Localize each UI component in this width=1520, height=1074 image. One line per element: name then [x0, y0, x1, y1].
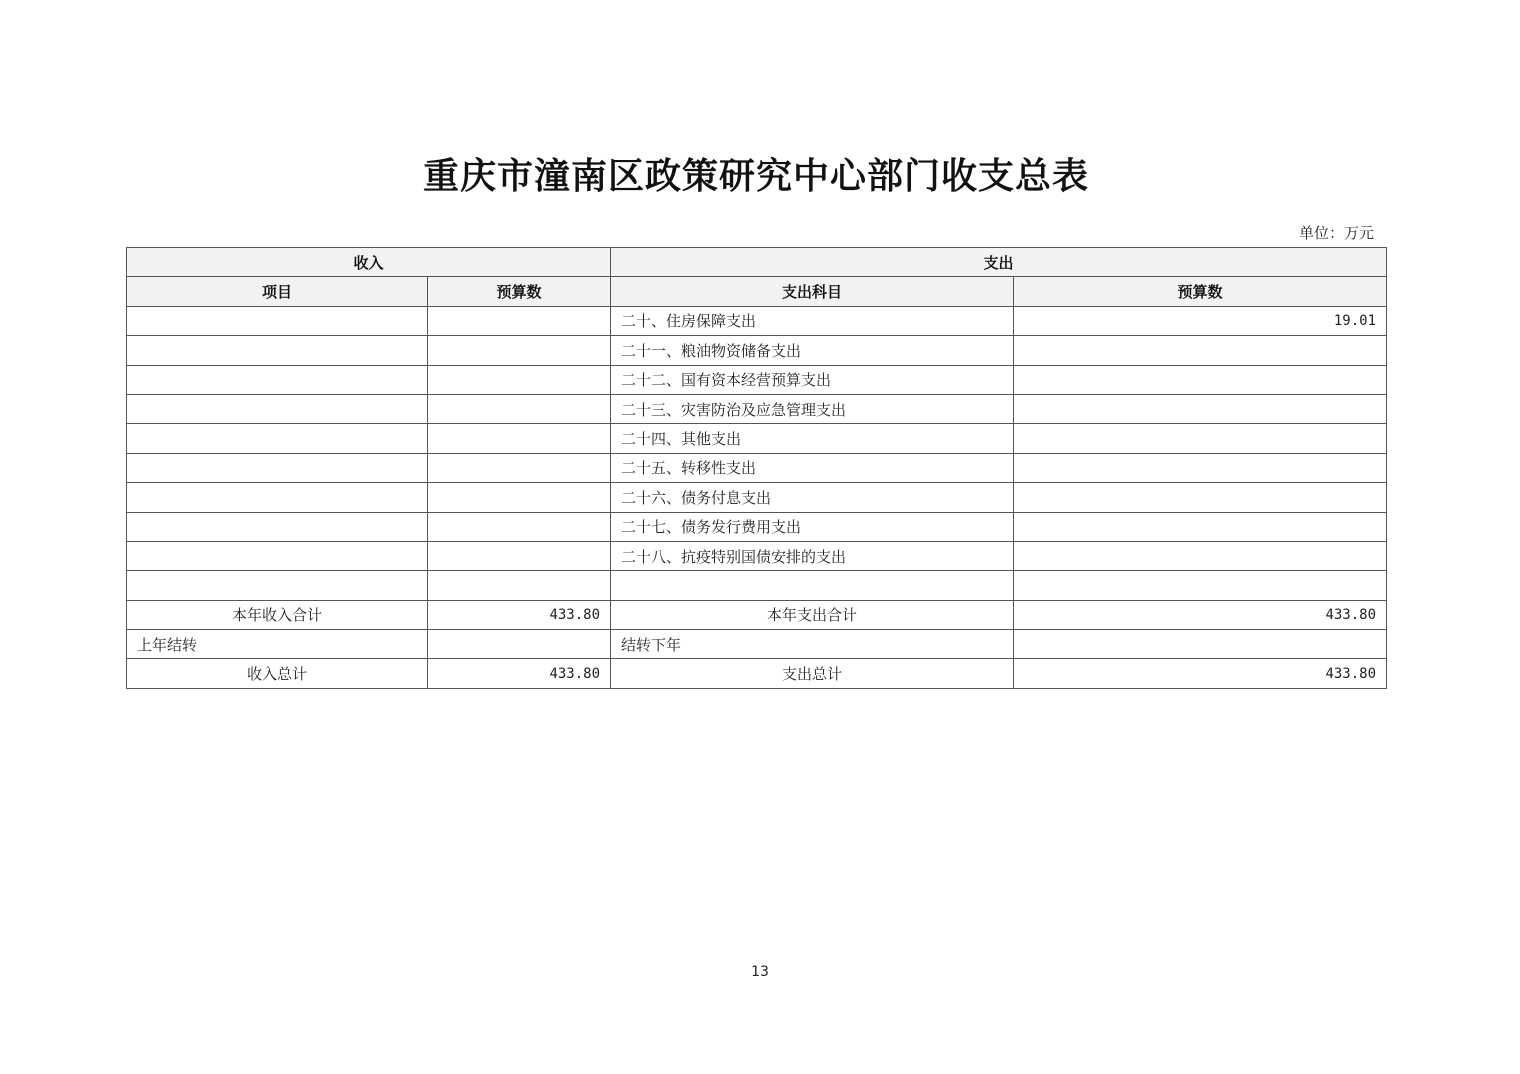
year-income-total-label: 本年收入合计	[127, 600, 428, 629]
income-item-cell	[127, 571, 428, 600]
table-row	[127, 336, 1387, 365]
carry-out-value	[1014, 630, 1387, 659]
expense-item-cell: 二十、住房保障支出	[611, 306, 1014, 335]
budget-table	[126, 247, 1387, 689]
page-title: 重庆市潼南区政策研究中心部门收支总表	[422, 155, 1089, 197]
expense-value-cell	[1014, 483, 1387, 512]
income-item-cell	[127, 365, 428, 394]
expense-item-cell: 二十三、灾害防治及应急管理支出	[611, 394, 1014, 423]
year-expense-total-label: 本年支出合计	[611, 600, 1014, 629]
year-expense-total-value: 433.80	[1014, 600, 1387, 629]
income-item-header: 项目	[127, 277, 428, 306]
total-expense-label: 支出总计	[611, 659, 1014, 688]
expense-item-cell: 二十六、债务付息支出	[611, 483, 1014, 512]
table-row	[127, 453, 1387, 482]
table-row	[127, 365, 1387, 394]
expense-value-cell	[1014, 453, 1387, 482]
expense-item-cell: 二十八、抗疫特别国债安排的支出	[611, 541, 1014, 570]
unit-label: 单位：万元	[1298, 224, 1374, 242]
carry-over-row	[127, 630, 1387, 659]
table-row	[127, 541, 1387, 570]
table-row	[127, 483, 1387, 512]
total-income-value: 433.80	[428, 659, 611, 688]
income-group-header: 收入	[127, 248, 611, 277]
expense-value-cell	[1014, 394, 1387, 423]
year-total-row	[127, 600, 1387, 629]
expense-item-cell: 二十七、债务发行费用支出	[611, 512, 1014, 541]
income-value-cell	[428, 336, 611, 365]
expense-group-header: 支出	[611, 248, 1387, 277]
table-row	[127, 394, 1387, 423]
expense-value-cell	[1014, 541, 1387, 570]
income-item-cell	[127, 306, 428, 335]
expense-item-cell: 二十四、其他支出	[611, 424, 1014, 453]
table-row	[127, 424, 1387, 453]
income-value-cell	[428, 453, 611, 482]
expense-value-cell	[1014, 512, 1387, 541]
income-value-cell	[428, 571, 611, 600]
income-item-cell	[127, 512, 428, 541]
income-item-cell	[127, 424, 428, 453]
expense-value-cell	[1014, 365, 1387, 394]
expense-value-cell	[1014, 571, 1387, 600]
page-number: 13	[751, 964, 769, 980]
carry-in-value	[428, 630, 611, 659]
table-row	[127, 512, 1387, 541]
expense-item-cell: 二十二、国有资本经营预算支出	[611, 365, 1014, 394]
income-value-cell	[428, 424, 611, 453]
grand-total-row	[127, 659, 1387, 688]
income-item-cell	[127, 394, 428, 423]
total-expense-value: 433.80	[1014, 659, 1387, 688]
header-row-groups	[127, 248, 1387, 277]
expense-subject-header: 支出科目	[611, 277, 1014, 306]
income-value-cell	[428, 394, 611, 423]
table-row	[127, 571, 1387, 600]
table-row	[127, 306, 1387, 335]
income-budget-header: 预算数	[428, 277, 611, 306]
income-item-cell	[127, 336, 428, 365]
year-income-total-value: 433.80	[428, 600, 611, 629]
expense-item-cell: 二十五、转移性支出	[611, 453, 1014, 482]
income-value-cell	[428, 512, 611, 541]
carry-out-label: 结转下年	[611, 630, 1014, 659]
income-item-cell	[127, 453, 428, 482]
income-value-cell	[428, 483, 611, 512]
income-value-cell	[428, 541, 611, 570]
expense-item-cell: 二十一、粮油物资储备支出	[611, 336, 1014, 365]
expense-value-cell	[1014, 424, 1387, 453]
income-item-cell	[127, 541, 428, 570]
income-item-cell	[127, 483, 428, 512]
income-value-cell	[428, 306, 611, 335]
header-row-columns	[127, 277, 1387, 306]
expense-item-cell	[611, 571, 1014, 600]
total-income-label: 收入总计	[127, 659, 428, 688]
expense-value-cell	[1014, 336, 1387, 365]
expense-budget-header: 预算数	[1014, 277, 1387, 306]
carry-in-label: 上年结转	[127, 630, 428, 659]
income-value-cell	[428, 365, 611, 394]
expense-value-cell: 19.01	[1014, 306, 1387, 335]
